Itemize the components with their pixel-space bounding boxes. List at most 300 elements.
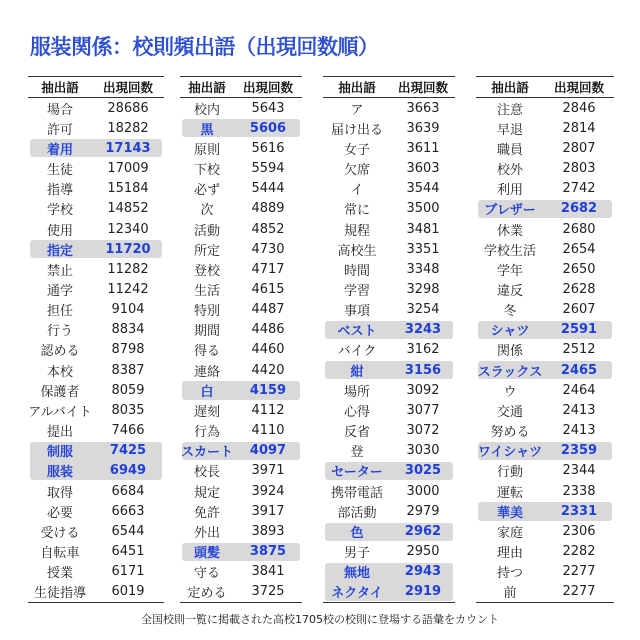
word-cell: 違反 bbox=[496, 283, 523, 299]
count-cell: 3351 bbox=[406, 241, 440, 257]
word-cell: 色 bbox=[350, 525, 364, 541]
word-cell: 注意 bbox=[496, 102, 523, 118]
count-cell: 3254 bbox=[406, 302, 440, 318]
word-cell: 学年 bbox=[496, 263, 523, 279]
table-bottom-rule bbox=[476, 602, 614, 603]
word-cell: 早退 bbox=[496, 122, 523, 138]
table-row bbox=[180, 138, 302, 158]
count-cell: 3162 bbox=[406, 342, 440, 358]
word-cell: セーター bbox=[331, 465, 383, 481]
table-row bbox=[28, 158, 164, 178]
table-row bbox=[28, 582, 164, 602]
word-cell: 職員 bbox=[496, 142, 523, 158]
table-bottom-rule bbox=[180, 602, 302, 603]
table-row bbox=[323, 541, 455, 561]
table-body bbox=[323, 98, 455, 602]
count-cell: 2413 bbox=[562, 423, 596, 439]
count-cell: 4159 bbox=[249, 382, 287, 398]
table-row bbox=[323, 118, 455, 138]
count-cell: 2607 bbox=[562, 302, 596, 318]
word-cell: 女子 bbox=[343, 142, 370, 158]
table-row bbox=[28, 279, 164, 299]
table-row bbox=[476, 199, 614, 219]
word-table-3 bbox=[323, 76, 455, 603]
table-row bbox=[323, 521, 455, 541]
word-cell: 欠席 bbox=[343, 163, 370, 179]
count-cell: 2650 bbox=[562, 261, 596, 277]
count-cell: 3725 bbox=[251, 584, 285, 600]
count-cell: 2277 bbox=[562, 564, 596, 580]
count-cell: 2654 bbox=[562, 241, 596, 257]
table-row bbox=[28, 380, 164, 400]
count-cell: 3544 bbox=[406, 181, 440, 197]
table-row bbox=[476, 320, 614, 340]
count-cell: 2344 bbox=[562, 463, 596, 479]
table-header bbox=[180, 76, 302, 98]
count-cell: 5444 bbox=[251, 181, 285, 197]
word-cell: 生活 bbox=[193, 283, 220, 299]
word-cell: 次 bbox=[200, 203, 214, 219]
word-cell: 華美 bbox=[496, 505, 523, 521]
word-cell: 校長 bbox=[193, 465, 220, 481]
table-row bbox=[180, 481, 302, 501]
word-cell: 規定 bbox=[193, 485, 220, 501]
count-cell: 17143 bbox=[105, 140, 151, 156]
count-cell: 2277 bbox=[562, 584, 596, 600]
table-row bbox=[323, 501, 455, 521]
word-cell: 自転車 bbox=[40, 546, 80, 562]
word-cell: 努める bbox=[490, 425, 530, 441]
table-row bbox=[180, 461, 302, 481]
word-cell: 指導 bbox=[46, 183, 73, 199]
table-row bbox=[323, 400, 455, 420]
word-cell: 持つ bbox=[496, 566, 523, 582]
table-row bbox=[476, 279, 614, 299]
word-cell: アルバイト bbox=[28, 404, 92, 420]
count-cell: 2591 bbox=[560, 322, 598, 338]
word-cell: 届け出る bbox=[330, 122, 383, 138]
count-cell: 5616 bbox=[251, 140, 285, 156]
header-count: 出現回数 bbox=[242, 80, 293, 95]
count-cell: 6684 bbox=[111, 483, 145, 499]
count-cell: 11282 bbox=[107, 261, 149, 277]
table-row bbox=[476, 259, 614, 279]
header-word: 抽出語 bbox=[491, 80, 529, 95]
table-row bbox=[180, 421, 302, 441]
table-row bbox=[28, 441, 164, 461]
table-row bbox=[476, 541, 614, 561]
word-cell: 本校 bbox=[46, 364, 73, 380]
word-cell: 常に bbox=[343, 203, 370, 219]
word-cell: 規程 bbox=[343, 223, 370, 239]
count-cell: 3875 bbox=[249, 544, 287, 560]
word-cell: 部活動 bbox=[337, 505, 377, 521]
count-cell: 2282 bbox=[562, 544, 596, 560]
table-bottom-rule bbox=[323, 602, 455, 603]
word-cell: 生徒指導 bbox=[33, 586, 86, 602]
word-table-4 bbox=[476, 76, 614, 603]
table-row bbox=[476, 501, 614, 521]
word-cell: 行為 bbox=[193, 425, 220, 441]
word-cell: 頭髪 bbox=[193, 546, 220, 562]
table-row bbox=[476, 380, 614, 400]
word-cell: 交通 bbox=[496, 404, 523, 420]
word-cell: 紺 bbox=[350, 364, 364, 380]
word-cell: 校外 bbox=[496, 163, 523, 179]
count-cell: 3156 bbox=[404, 362, 442, 378]
table-row bbox=[323, 340, 455, 360]
table-row bbox=[180, 219, 302, 239]
count-cell: 3500 bbox=[406, 201, 440, 217]
count-cell: 4486 bbox=[251, 322, 285, 338]
count-cell: 4420 bbox=[251, 362, 285, 378]
count-cell: 7466 bbox=[111, 423, 145, 439]
table-header bbox=[323, 76, 455, 98]
word-cell: 着用 bbox=[46, 142, 73, 158]
word-cell: 登校 bbox=[193, 263, 220, 279]
count-cell: 2962 bbox=[404, 523, 442, 539]
table-row bbox=[28, 239, 164, 259]
table-row bbox=[476, 582, 614, 602]
word-cell: 所定 bbox=[193, 243, 220, 259]
word-cell: 冬 bbox=[503, 304, 517, 320]
word-cell: 運転 bbox=[496, 485, 523, 501]
count-cell: 3481 bbox=[406, 221, 440, 237]
count-cell: 2465 bbox=[560, 362, 598, 378]
count-cell: 6451 bbox=[111, 544, 145, 560]
table-row bbox=[28, 400, 164, 420]
count-cell: 4717 bbox=[251, 261, 285, 277]
table-bottom-rule bbox=[28, 602, 164, 603]
word-cell: 禁止 bbox=[46, 263, 73, 279]
count-cell: 8035 bbox=[111, 402, 145, 418]
count-cell: 2512 bbox=[562, 342, 596, 358]
word-cell: 必要 bbox=[46, 505, 73, 521]
count-cell: 3971 bbox=[251, 463, 285, 479]
count-cell: 3000 bbox=[406, 483, 440, 499]
table-row bbox=[476, 562, 614, 582]
count-cell: 2814 bbox=[562, 120, 596, 136]
count-cell: 2803 bbox=[562, 161, 596, 177]
word-cell: 通学 bbox=[46, 283, 73, 299]
table-row bbox=[323, 380, 455, 400]
count-cell: 4615 bbox=[251, 281, 285, 297]
word-cell: 取得 bbox=[46, 485, 73, 501]
table-row bbox=[28, 421, 164, 441]
word-cell: 得る bbox=[193, 344, 220, 360]
word-cell: 特別 bbox=[193, 304, 220, 320]
word-cell: バイク bbox=[337, 344, 377, 360]
word-cell: 携帯電話 bbox=[330, 485, 383, 501]
table-row bbox=[28, 219, 164, 239]
table-row bbox=[28, 541, 164, 561]
word-cell: スカート bbox=[180, 445, 233, 461]
count-cell: 2742 bbox=[562, 181, 596, 197]
table-row bbox=[323, 239, 455, 259]
table-row bbox=[476, 158, 614, 178]
count-cell: 3639 bbox=[406, 120, 440, 136]
table-row bbox=[323, 441, 455, 461]
word-cell: 家庭 bbox=[496, 525, 523, 541]
word-cell: 場合 bbox=[46, 102, 73, 118]
count-cell: 6171 bbox=[111, 564, 145, 580]
table-row bbox=[476, 521, 614, 541]
word-cell: シャツ bbox=[490, 324, 530, 340]
word-cell: 活動 bbox=[193, 223, 220, 239]
word-cell: 時間 bbox=[343, 263, 370, 279]
count-cell: 2919 bbox=[404, 584, 442, 600]
table-row bbox=[476, 360, 614, 380]
word-cell: 登 bbox=[350, 445, 364, 461]
count-cell: 2331 bbox=[560, 503, 598, 519]
count-cell: 3092 bbox=[406, 382, 440, 398]
word-cell: 指定 bbox=[46, 243, 73, 259]
header-word: 抽出語 bbox=[41, 80, 79, 95]
table-row bbox=[323, 421, 455, 441]
count-cell: 2628 bbox=[562, 281, 596, 297]
count-cell: 4730 bbox=[251, 241, 285, 257]
table-row bbox=[180, 179, 302, 199]
table-row bbox=[180, 400, 302, 420]
word-cell: 関係 bbox=[496, 344, 523, 360]
word-cell: 事項 bbox=[343, 304, 370, 320]
word-cell: 授業 bbox=[46, 566, 73, 582]
count-cell: 3663 bbox=[406, 100, 440, 116]
count-cell: 3603 bbox=[406, 161, 440, 177]
count-cell: 11242 bbox=[107, 281, 149, 297]
table-row bbox=[28, 481, 164, 501]
table-row bbox=[476, 441, 614, 461]
word-cell: 原則 bbox=[193, 142, 220, 158]
word-cell: ネクタイ bbox=[331, 586, 383, 602]
word-cell: 生徒 bbox=[46, 163, 73, 179]
count-cell: 4110 bbox=[251, 423, 285, 439]
table-row bbox=[476, 239, 614, 259]
word-table-1 bbox=[28, 76, 164, 603]
count-cell: 14852 bbox=[107, 201, 149, 217]
table-row bbox=[180, 239, 302, 259]
count-cell: 4487 bbox=[251, 302, 285, 318]
count-cell: 3025 bbox=[404, 463, 442, 479]
count-cell: 6949 bbox=[109, 463, 147, 479]
table-row bbox=[476, 481, 614, 501]
word-cell: 遅刻 bbox=[193, 404, 220, 420]
count-cell: 8387 bbox=[111, 362, 145, 378]
table-header bbox=[476, 76, 614, 98]
count-cell: 3072 bbox=[406, 423, 440, 439]
count-cell: 8059 bbox=[111, 382, 145, 398]
table-row bbox=[180, 320, 302, 340]
word-cell: 反省 bbox=[343, 425, 370, 441]
word-cell: スラックス bbox=[477, 364, 543, 380]
table-row bbox=[476, 421, 614, 441]
word-cell: 守る bbox=[193, 566, 220, 582]
table-body bbox=[476, 98, 614, 602]
word-cell: 場所 bbox=[343, 384, 370, 400]
table-row bbox=[28, 259, 164, 279]
table-row bbox=[28, 199, 164, 219]
table-row bbox=[28, 300, 164, 320]
count-cell: 3298 bbox=[406, 281, 440, 297]
word-cell: 制服 bbox=[46, 445, 73, 461]
table-row bbox=[180, 340, 302, 360]
table-row bbox=[323, 562, 455, 582]
count-cell: 2359 bbox=[560, 443, 598, 459]
table-row bbox=[180, 300, 302, 320]
table-row bbox=[180, 98, 302, 118]
word-cell: 許可 bbox=[46, 122, 73, 138]
table-row bbox=[180, 562, 302, 582]
word-cell: 無地 bbox=[343, 566, 370, 582]
table-row bbox=[476, 219, 614, 239]
word-cell: 認める bbox=[40, 344, 80, 360]
table-row bbox=[323, 582, 455, 602]
count-cell: 12340 bbox=[107, 221, 149, 237]
count-cell: 3030 bbox=[406, 443, 440, 459]
table-row bbox=[180, 158, 302, 178]
table-row bbox=[323, 300, 455, 320]
count-cell: 3077 bbox=[406, 402, 440, 418]
table-row bbox=[323, 138, 455, 158]
count-cell: 2306 bbox=[562, 523, 596, 539]
table-row bbox=[180, 259, 302, 279]
word-cell: ブレザー bbox=[484, 203, 536, 219]
table-body bbox=[28, 98, 164, 602]
word-cell: 連絡 bbox=[193, 364, 220, 380]
table-row bbox=[28, 461, 164, 481]
word-cell: 提出 bbox=[46, 425, 73, 441]
table-row bbox=[323, 98, 455, 118]
count-cell: 8834 bbox=[111, 322, 145, 338]
count-cell: 2680 bbox=[562, 221, 596, 237]
table-body bbox=[180, 98, 302, 602]
table-row bbox=[28, 179, 164, 199]
word-cell: 白 bbox=[200, 384, 214, 400]
table-row bbox=[180, 199, 302, 219]
table-row bbox=[323, 461, 455, 481]
word-cell: 心得 bbox=[343, 404, 370, 420]
word-cell: イ bbox=[350, 183, 364, 199]
word-cell: 理由 bbox=[496, 546, 523, 562]
count-cell: 2950 bbox=[406, 544, 440, 560]
table-row bbox=[476, 300, 614, 320]
table-row bbox=[28, 320, 164, 340]
count-cell: 6544 bbox=[111, 523, 145, 539]
count-cell: 4460 bbox=[251, 342, 285, 358]
count-cell: 3917 bbox=[251, 503, 285, 519]
table-row bbox=[180, 541, 302, 561]
table-row bbox=[323, 481, 455, 501]
count-cell: 2464 bbox=[562, 382, 596, 398]
table-row bbox=[323, 279, 455, 299]
word-cell: 学校 bbox=[46, 203, 73, 219]
word-cell: 休業 bbox=[496, 223, 523, 239]
count-cell: 4097 bbox=[249, 443, 287, 459]
count-cell: 5606 bbox=[249, 120, 287, 136]
count-cell: 8798 bbox=[111, 342, 145, 358]
count-cell: 4852 bbox=[251, 221, 285, 237]
word-cell: 前 bbox=[503, 586, 517, 602]
count-cell: 11720 bbox=[105, 241, 151, 257]
table-row bbox=[476, 461, 614, 481]
count-cell: 2413 bbox=[562, 402, 596, 418]
word-cell: 期間 bbox=[193, 324, 220, 340]
table-row bbox=[28, 521, 164, 541]
word-cell: 使用 bbox=[46, 223, 73, 239]
word-cell: 行動 bbox=[496, 465, 523, 481]
count-cell: 3924 bbox=[251, 483, 285, 499]
table-row bbox=[476, 179, 614, 199]
count-cell: 3841 bbox=[251, 564, 285, 580]
count-cell: 3893 bbox=[251, 523, 285, 539]
table-row bbox=[28, 138, 164, 158]
table-row bbox=[180, 279, 302, 299]
table-row bbox=[28, 118, 164, 138]
word-cell: 下校 bbox=[193, 163, 220, 179]
count-cell: 2338 bbox=[562, 483, 596, 499]
count-cell: 7425 bbox=[109, 443, 147, 459]
word-cell: 免許 bbox=[193, 505, 220, 521]
table-row bbox=[323, 219, 455, 239]
table-row bbox=[28, 562, 164, 582]
count-cell: 2682 bbox=[560, 201, 598, 217]
table-row bbox=[28, 98, 164, 118]
table-row bbox=[180, 521, 302, 541]
table-row bbox=[180, 380, 302, 400]
word-table-2 bbox=[180, 76, 302, 603]
header-count: 出現回数 bbox=[102, 80, 153, 95]
word-cell: 学習 bbox=[343, 283, 370, 299]
footer-note: 全国校則一覧に掲載された高校1705校の校則に登場する語彙をカウント bbox=[141, 613, 499, 626]
count-cell: 4112 bbox=[251, 402, 285, 418]
table-row bbox=[476, 138, 614, 158]
word-cell: 行う bbox=[46, 324, 73, 340]
header-word: 抽出語 bbox=[338, 80, 376, 95]
table-row bbox=[323, 259, 455, 279]
word-cell: 保護者 bbox=[40, 384, 80, 400]
count-cell: 2807 bbox=[562, 140, 596, 156]
word-cell: ア bbox=[350, 102, 364, 118]
word-cell: ウ bbox=[503, 384, 517, 400]
word-cell: 男子 bbox=[343, 546, 370, 562]
word-cell: 外出 bbox=[193, 525, 220, 541]
table-row bbox=[180, 501, 302, 521]
table-row bbox=[476, 118, 614, 138]
header-count: 出現回数 bbox=[397, 80, 448, 95]
count-cell: 6019 bbox=[111, 584, 145, 600]
table-row bbox=[28, 501, 164, 521]
table-row bbox=[476, 340, 614, 360]
page-title: 服装関係：校則頻出語（出現回数順） bbox=[30, 35, 379, 59]
table-row bbox=[180, 441, 302, 461]
count-cell: 9104 bbox=[111, 302, 145, 318]
table-row bbox=[323, 199, 455, 219]
table-row bbox=[476, 400, 614, 420]
count-cell: 15184 bbox=[107, 181, 149, 197]
table-row bbox=[180, 582, 302, 602]
word-cell: 必ず bbox=[193, 183, 220, 199]
count-cell: 2943 bbox=[404, 564, 442, 580]
header-word: 抽出語 bbox=[188, 80, 226, 95]
word-cell: 受ける bbox=[40, 525, 80, 541]
table-row bbox=[180, 360, 302, 380]
table-header bbox=[28, 76, 164, 98]
table-row bbox=[180, 118, 302, 138]
word-cell: 校内 bbox=[193, 102, 220, 118]
count-cell: 3348 bbox=[406, 261, 440, 277]
word-cell: 服装 bbox=[46, 465, 73, 481]
word-cell: ワイシャツ bbox=[477, 445, 543, 461]
